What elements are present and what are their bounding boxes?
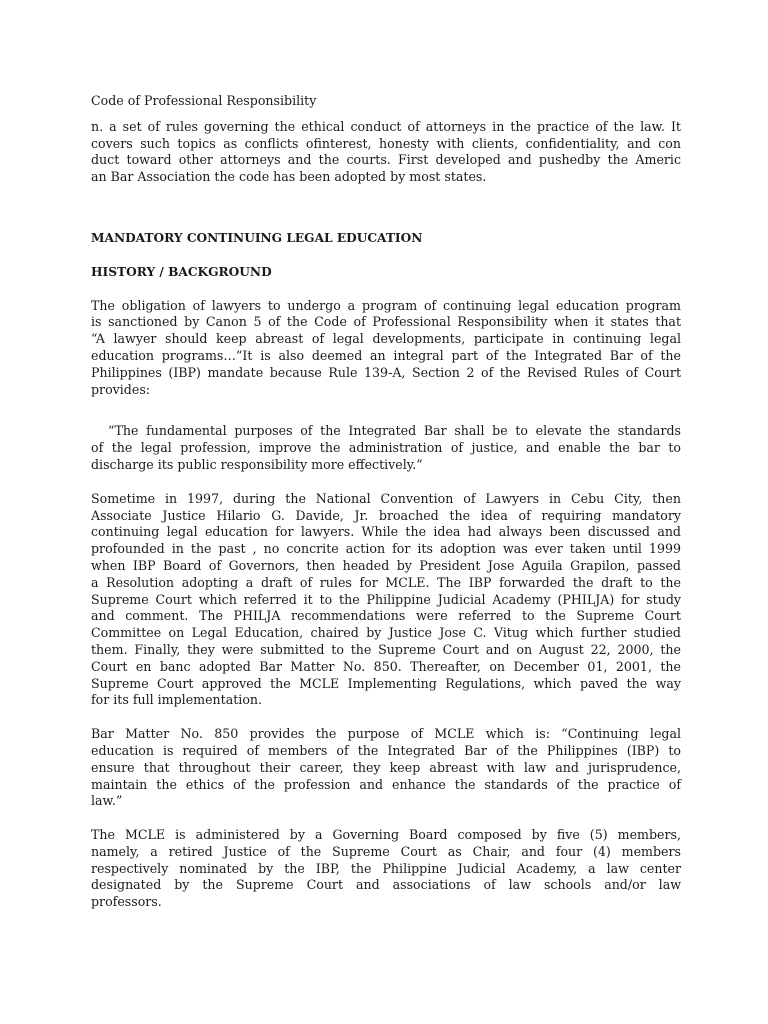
section-heading-text: MANDATORY CONTINUING LEGAL EDUCATION [91, 230, 423, 245]
paragraph-line: a Resolution adopting a draft of rules for MCLE. The IBP forwarded the draft to the [91, 574, 681, 590]
paragraph-line: discharge its public responsibility more effectively.” [91, 456, 423, 472]
paragraph-line: Associate Justice Hilario G. Davide, Jr. broached the idea of requiring mandatory [91, 507, 681, 523]
paragraph-line: when IBP Board of Governors, then headed by President Jose Aguila Grapilon, passed [91, 557, 681, 573]
paragraph-line: Supreme Court approved the MCLE Implementing Regulations, which paved the way [91, 675, 681, 691]
document-title-text: Code of Professional Responsibility [91, 93, 317, 108]
history-paragraph [91, 298, 681, 399]
paragraph-line: education is required of members of the Integrated Bar of the Philippines (IBP) to [91, 742, 681, 758]
paragraph-line: “A lawyer should keep abreast of legal developments, participate in continuing legal [91, 331, 681, 347]
paragraph-line: is sanctioned by Canon 5 of the Code of Professional Responsibility when it states that [91, 314, 681, 330]
paragraph-line: The obligation of lawyers to undergo a program of continuing legal education program [91, 297, 681, 313]
paragraph-line: education programs…”It is also deemed an integral part of the Integrated Bar of the [91, 347, 681, 363]
paragraph-line: profounded in the past , no concrite action for its adoption was ever taken until 1999 [91, 541, 681, 557]
paragraph-line: Philippines (IBP) mandate because Rule 139-A, Section 2 of the Revised Rules of Court [91, 364, 681, 380]
paragraph-line: maintain the ethics of the profession and enhance the standards of the practice of [91, 776, 681, 792]
paragraph-line: The MCLE is administered by a Governing Board composed by five (5) members, [91, 827, 681, 843]
paragraph-line: Supreme Court which referred it to the Philippine Judicial Academy (PHILJA) for study [91, 591, 681, 607]
paragraph-line: n. a set of rules governing the ethical conduct of attorneys in the practice of the law. It [91, 118, 681, 134]
paragraph-line: duct toward other attorneys and the courts. First developed and pushedby the Americ [91, 152, 681, 168]
paragraph-line: Court en banc adopted Bar Matter No. 850. Thereafter, on December 01, 2001, the [91, 658, 681, 674]
paragraph-line: them. Finally, they were submitted to the Supreme Court and on August 22, 2000, the [91, 641, 681, 657]
paragraph-line: and comment. The PHILJA recommendations were referred to the Supreme Court [91, 608, 681, 624]
subsection-heading [91, 264, 681, 281]
mcle-purpose-paragraph [91, 726, 681, 810]
paragraph-line: namely, a retired Justice of the Supreme Court as Chair, and four (4) members [91, 843, 681, 859]
paragraph-line: provides: [91, 381, 151, 397]
mcle-board-paragraph [91, 827, 681, 911]
paragraph-line: of the legal profession, improve the administration of justice, and enable the bar to [91, 440, 681, 456]
subsection-heading-text: HISTORY / BACKGROUND [91, 264, 272, 279]
paragraph-line: professors. [91, 894, 162, 910]
mcle-history-paragraph [91, 491, 681, 709]
paragraph-line: Committee on Legal Education, chaired by Justice Jose C. Vitug which further studied [91, 625, 681, 641]
paragraph-line: continuing legal education for lawyers. While the idea had always been discussed and [91, 524, 681, 540]
paragraph-line: ensure that throughout their career, they keep abreast with law and jurisprudence, [91, 759, 681, 775]
paragraph-line: “The fundamental purposes of the Integrated Bar shall be to elevate the standards [108, 423, 681, 439]
paragraph-line: for its full implementation. [91, 692, 263, 708]
paragraph-line: Bar Matter No. 850 provides the purpose of MCLE which is: “Continuing legal [91, 726, 681, 742]
paragraph-line: covers such topics as conflicts ofinterest, honesty with clients, confidentiality, and con [91, 135, 681, 151]
document-page [91, 93, 681, 911]
paragraph-line: an Bar Association the code has been adopted by most states. [91, 169, 487, 185]
paragraph-line: designated by the Supreme Court and associations of law schools and/or law [91, 877, 681, 893]
paragraph-line: law.” [91, 793, 123, 809]
paragraph-line: respectively nominated by the IBP, the Philippine Judicial Academy, a law center [91, 860, 681, 876]
quote-paragraph [91, 423, 681, 473]
document-title [91, 93, 681, 110]
paragraph-line: Sometime in 1997, during the National Convention of Lawyers in Cebu City, then [91, 490, 681, 506]
section-heading [91, 230, 681, 247]
definition-paragraph [91, 119, 681, 186]
